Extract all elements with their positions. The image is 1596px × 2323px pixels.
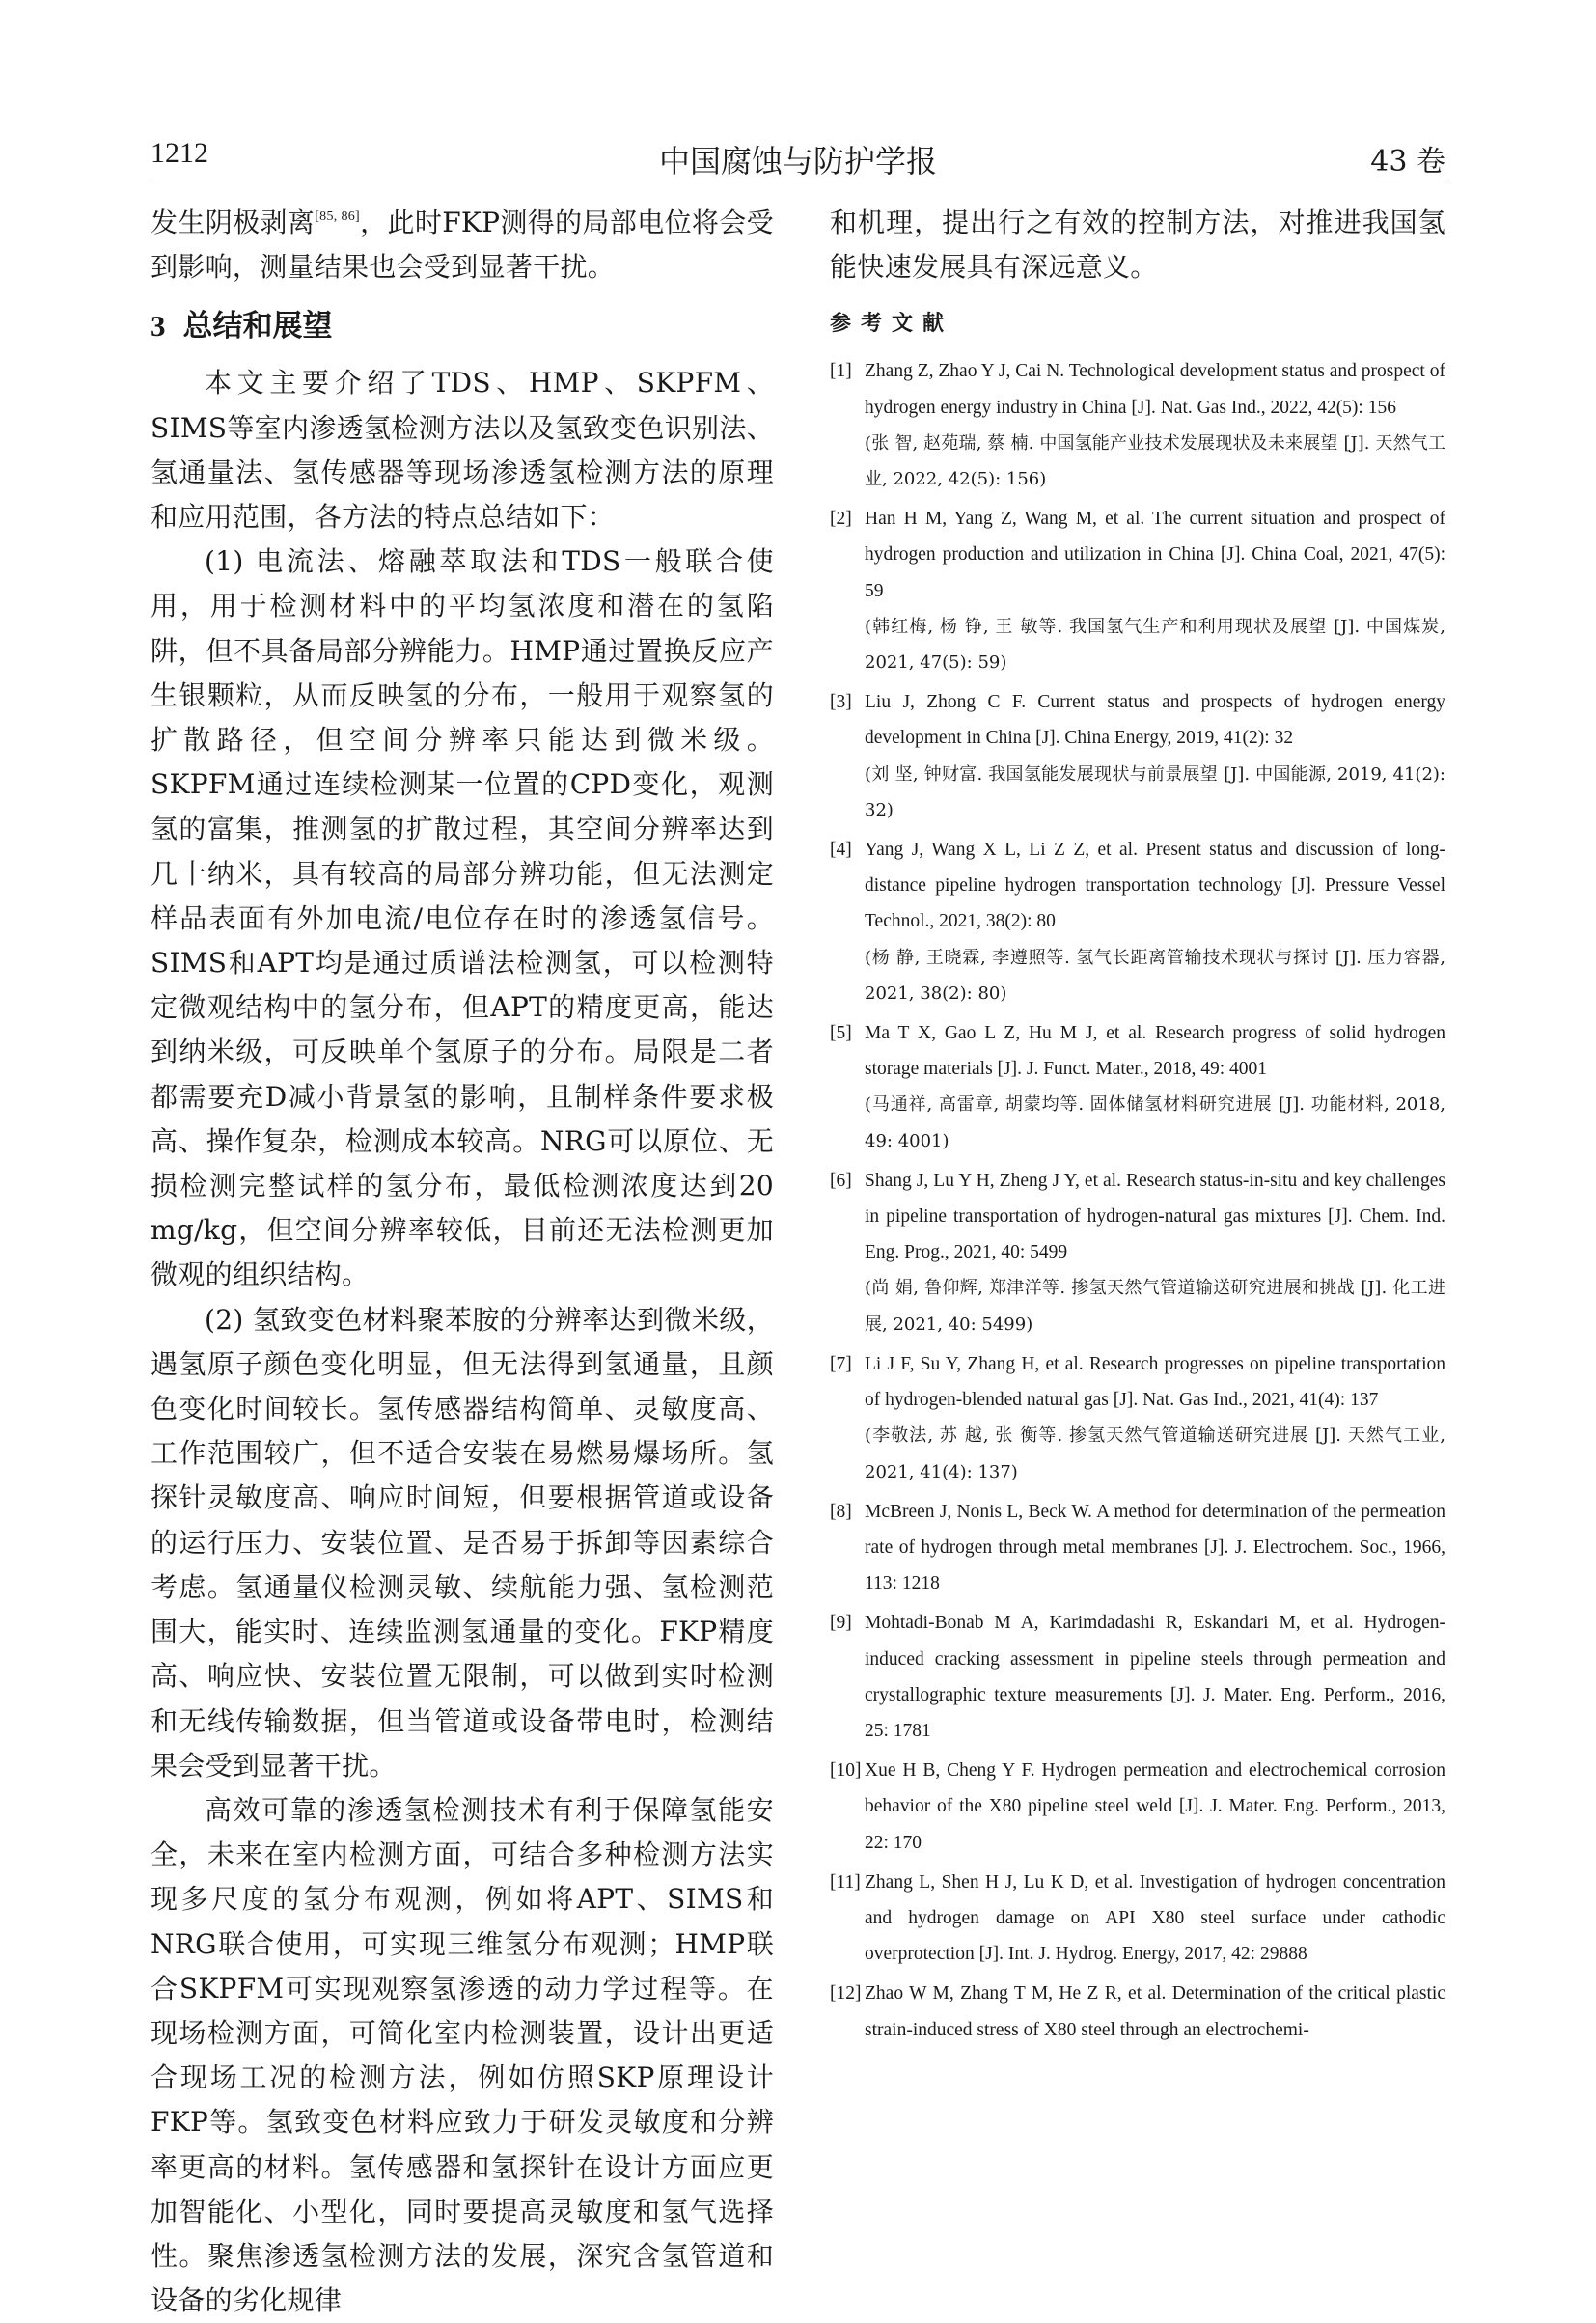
volume-label: 43 卷 xyxy=(1370,145,1445,179)
reference-item xyxy=(830,501,1445,680)
reference-item xyxy=(830,832,1445,1011)
reference-item xyxy=(830,1605,1445,1749)
reference-index: [11] xyxy=(830,1871,861,1893)
reference-text: Zhao W M, Zhang T M, He Z R, et al. Determination of the critical plastic strain-induced stress of X80 steel through an electrochemi- xyxy=(865,1983,1445,2040)
reference-item xyxy=(830,1976,1445,2047)
paragraph: (1) 电流法、熔融萃取法和TDS一般联合使用，用于检测材料中的平均氢浓度和潜在的氢陷阱，但不具备局部分辨能力。HMP通过置换反应产生银颗粒，从而反映氢的分布，一般用于观察氢的扩散路径，但空间分辨率只能达到微米级。SKPFM通过连续检测某一位置的CPD变化，观测氢的富集，推测氢的扩散过程，其空间分辨率达到几十纳米，具有较高的局部分辨功能，但无法测定样品表面有外加电流/电位存在时的渗透氢信号。SIMS和APT均是通过质谱法检测氢，可以检测特定微观结构中的氢分布，但APT的精度更高，能达到纳米级，可反映单个氢原子的分布。局限是二者都需要充D减小背景氢的影响，且制样条件要求极高、操作复杂，检测成本较高。NRG可以原位、无损检测完整试样的氢分布，最低检测浓度达到20 mg/kg，但空间分辨率较低，目前还无法检测更加微观的组织结构。 xyxy=(151,545,774,1291)
reference-index: [2] xyxy=(830,509,852,530)
reference-item xyxy=(830,1753,1445,1861)
reference-item xyxy=(830,684,1445,828)
section-heading xyxy=(151,301,774,351)
reference-item xyxy=(830,1494,1445,1602)
reference-item xyxy=(830,1015,1445,1159)
reference-index: [10] xyxy=(830,1760,862,1782)
reference-index: [6] xyxy=(830,1170,852,1191)
references-heading: 参考文献 xyxy=(830,312,954,337)
reference-text: Li J F, Su Y, Zhang H, et al. Research progresses on pipeline transportation of hydrogen-blended natural gas [J]. Nat. Gas Ind., 2021, 41(4): 137 xyxy=(865,1353,1445,1411)
reference-translation: (张 智, 赵苑瑞, 蔡 楠. 中国氢能产业技术发展现状及未来展望 [J]. 天然气工业, 2022, 42(5): 156) xyxy=(865,432,1445,490)
reference-text: Shang J, Lu Y H, Zheng J Y, et al. Research status-in-situ and key challenges in pipeline transportation of hydrogen-natural gas mixtures [J]. Chem. Ind. Eng. Prog., 2021, 40: 5499 xyxy=(865,1170,1445,1263)
reference-index: [5] xyxy=(830,1023,852,1044)
reference-item xyxy=(830,1163,1445,1342)
reference-translation: (马通祥, 高雷章, 胡蒙均等. 固体储氢材料研究进展 [J]. 功能材料, 2018, 49: 4001) xyxy=(865,1094,1445,1151)
left-column xyxy=(151,201,774,2323)
reference-item xyxy=(830,353,1445,497)
reference-index: [1] xyxy=(830,361,852,382)
reference-text: Xue H B, Cheng Y F. Hydrogen permeation and electrochemical corrosion behavior of the X80 pipeline steel weld [J]. J. Mater. Eng. Perform., 2013, 22: 170 xyxy=(865,1760,1445,1853)
section-title: 总结和展望 xyxy=(182,309,333,345)
reference-item xyxy=(830,1865,1445,1973)
reference-index: [9] xyxy=(830,1613,852,1634)
paragraph: 和机理，提出行之有效的控制方法，对推进我国氢能快速发展具有深远意义。 xyxy=(830,207,1445,284)
paragraph: 发生阴极剥离[85, 86]，此时FKP测得的局部电位将会受到影响，测量结果也会受到显著干扰。 xyxy=(151,207,774,284)
page-number: 1212 xyxy=(151,137,208,169)
section-number: 3 xyxy=(151,309,166,344)
reference-text: Yang J, Wang X L, Li Z Z, et al. Present status and discussion of long-distance pipeline hydrogen transportation technology [J]. Pressure Vessel Technol., 2021, 38(2): 80 xyxy=(865,840,1445,932)
paragraph: (2) 氢致变色材料聚苯胺的分辨率达到微米级，遇氢原子颜色变化明显，但无法得到氢通量，且颜色变化时间较长。氢传感器结构简单、灵敏度高、工作范围较广，但不适合安装在易燃易爆场所。氢探针灵敏度高、响应时间短，但要根据管道或设备的运行压力、安装位置、是否易于拆卸等因素综合考虑。氢通量仪检测灵敏、续航能力强、氢检测范围大，能实时、连续监测氢通量的变化。FKP精度高、响应快、安装位置无限制，可以做到实时检测和无线传输数据，但当管道或设备带电时，检测结果会受到显著干扰。 xyxy=(151,1303,774,1782)
paragraph: 高效可靠的渗透氢检测技术有利于保障氢能安全，未来在室内检测方面，可结合多种检测方法实现多尺度的氢分布观测，例如将APT、SIMS和NRG联合使用，可实现三维氢分布观测；HMP联合SKPFM可实现观察氢渗透的动力学过程等。在现场检测方面，可简化室内检测装置，设计出更适合现场工况的检测方法，例如仿照SKP原理设计FKP等。氢致变色材料应致力于研发灵敏度和分辨率更高的材料。氢传感器和氢探针在设计方面应更加智能化、小型化，同时要提高灵敏度和氢气选择性。聚焦渗透氢检测方法的发展，深究含氢管道和设备的劣化规律 xyxy=(151,1793,774,2317)
reference-index: [4] xyxy=(830,840,852,861)
reference-text: McBreen J, Nonis L, Beck W. A method for determination of the permeation rate of hydrogen through metal membranes [J]. J. Electrochem. Soc., 1966, 113: 1218 xyxy=(865,1501,1445,1594)
journal-title: 中国腐蚀与防护学报 xyxy=(658,143,937,180)
reference-text: Mohtadi-Bonab M A, Karimdadashi R, Eskandari M, et al. Hydrogen-induced cracking assessment in pipeline steels through permeation and crystallographic texture measurements [J]. J. Mater. Eng. Perform., 2016, 25: 1781 xyxy=(865,1613,1445,1741)
citation[interactable]: [85, 86] xyxy=(315,209,361,224)
page-header xyxy=(151,135,1445,180)
reference-index: [7] xyxy=(830,1353,852,1374)
reference-translation: (杨 静, 王晓霖, 李遵照等. 氢气长距离管输技术现状与探讨 [J]. 压力容器, 2021, 38(2): 80) xyxy=(865,947,1445,1004)
reference-translation: (刘 坚, 钟财富. 我国氢能发展现状与前景展望 [J]. 中国能源, 2019, 41(2): 32) xyxy=(865,763,1445,820)
reference-text: Zhang L, Shen H J, Lu K D, et al. Investigation of hydrogen concentration and hydrogen damage on API X80 steel surface under cathodic overprotection [J]. Int. J. Hydrog. Energy, 2017, 42: 29888 xyxy=(865,1871,1445,1965)
reference-index: [3] xyxy=(830,692,852,713)
reference-text: Zhang Z, Zhao Y J, Cai N. Technological development status and prospect of hydrogen energy industry in China [J]. Nat. Gas Ind., 2022, 42(5): 156 xyxy=(865,361,1445,418)
reference-translation: (韩红梅, 杨 铮, 王 敏等. 我国氢气生产和利用现状及展望 [J]. 中国煤炭, 2021, 47(5): 59) xyxy=(865,616,1445,674)
reference-text: Liu J, Zhong C F. Current status and prospects of hydrogen energy development in China [J]. China Energy, 2019, 41(2): 32 xyxy=(865,692,1445,749)
reference-index: [12] xyxy=(830,1983,862,2005)
reference-translation: (李敬法, 苏 越, 张 衡等. 掺氢天然气管道输送研究进展 [J]. 天然气工业, 2021, 41(4): 137) xyxy=(865,1425,1445,1482)
reference-translation: (尚 娟, 鲁仰辉, 郑津洋等. 掺氢天然气管道输送研究进展和挑战 [J]. 化工进展, 2021, 40: 5499) xyxy=(865,1278,1445,1335)
reference-list xyxy=(830,353,1445,2047)
reference-text: Han H M, Yang Z, Wang M, et al. The current situation and prospect of hydrogen production and utilization in China [J]. China Coal, 2021, 47(5): 59 xyxy=(865,509,1445,601)
right-column xyxy=(830,201,1445,2052)
reference-item xyxy=(830,1346,1445,1490)
reference-text: Ma T X, Gao L Z, Hu M J, et al. Research progress of solid hydrogen storage materials [J]. J. Funct. Mater., 2018, 49: 4001 xyxy=(865,1023,1445,1080)
paragraph: 本文主要介绍了TDS、HMP、SKPFM、SIMS等室内渗透氢检测方法以及氢致变色识别法、氢通量法、氢传感器等现场渗透氢检测方法的原理和应用范围，各方法的特点总结如下： xyxy=(151,367,774,534)
reference-index: [8] xyxy=(830,1501,852,1522)
